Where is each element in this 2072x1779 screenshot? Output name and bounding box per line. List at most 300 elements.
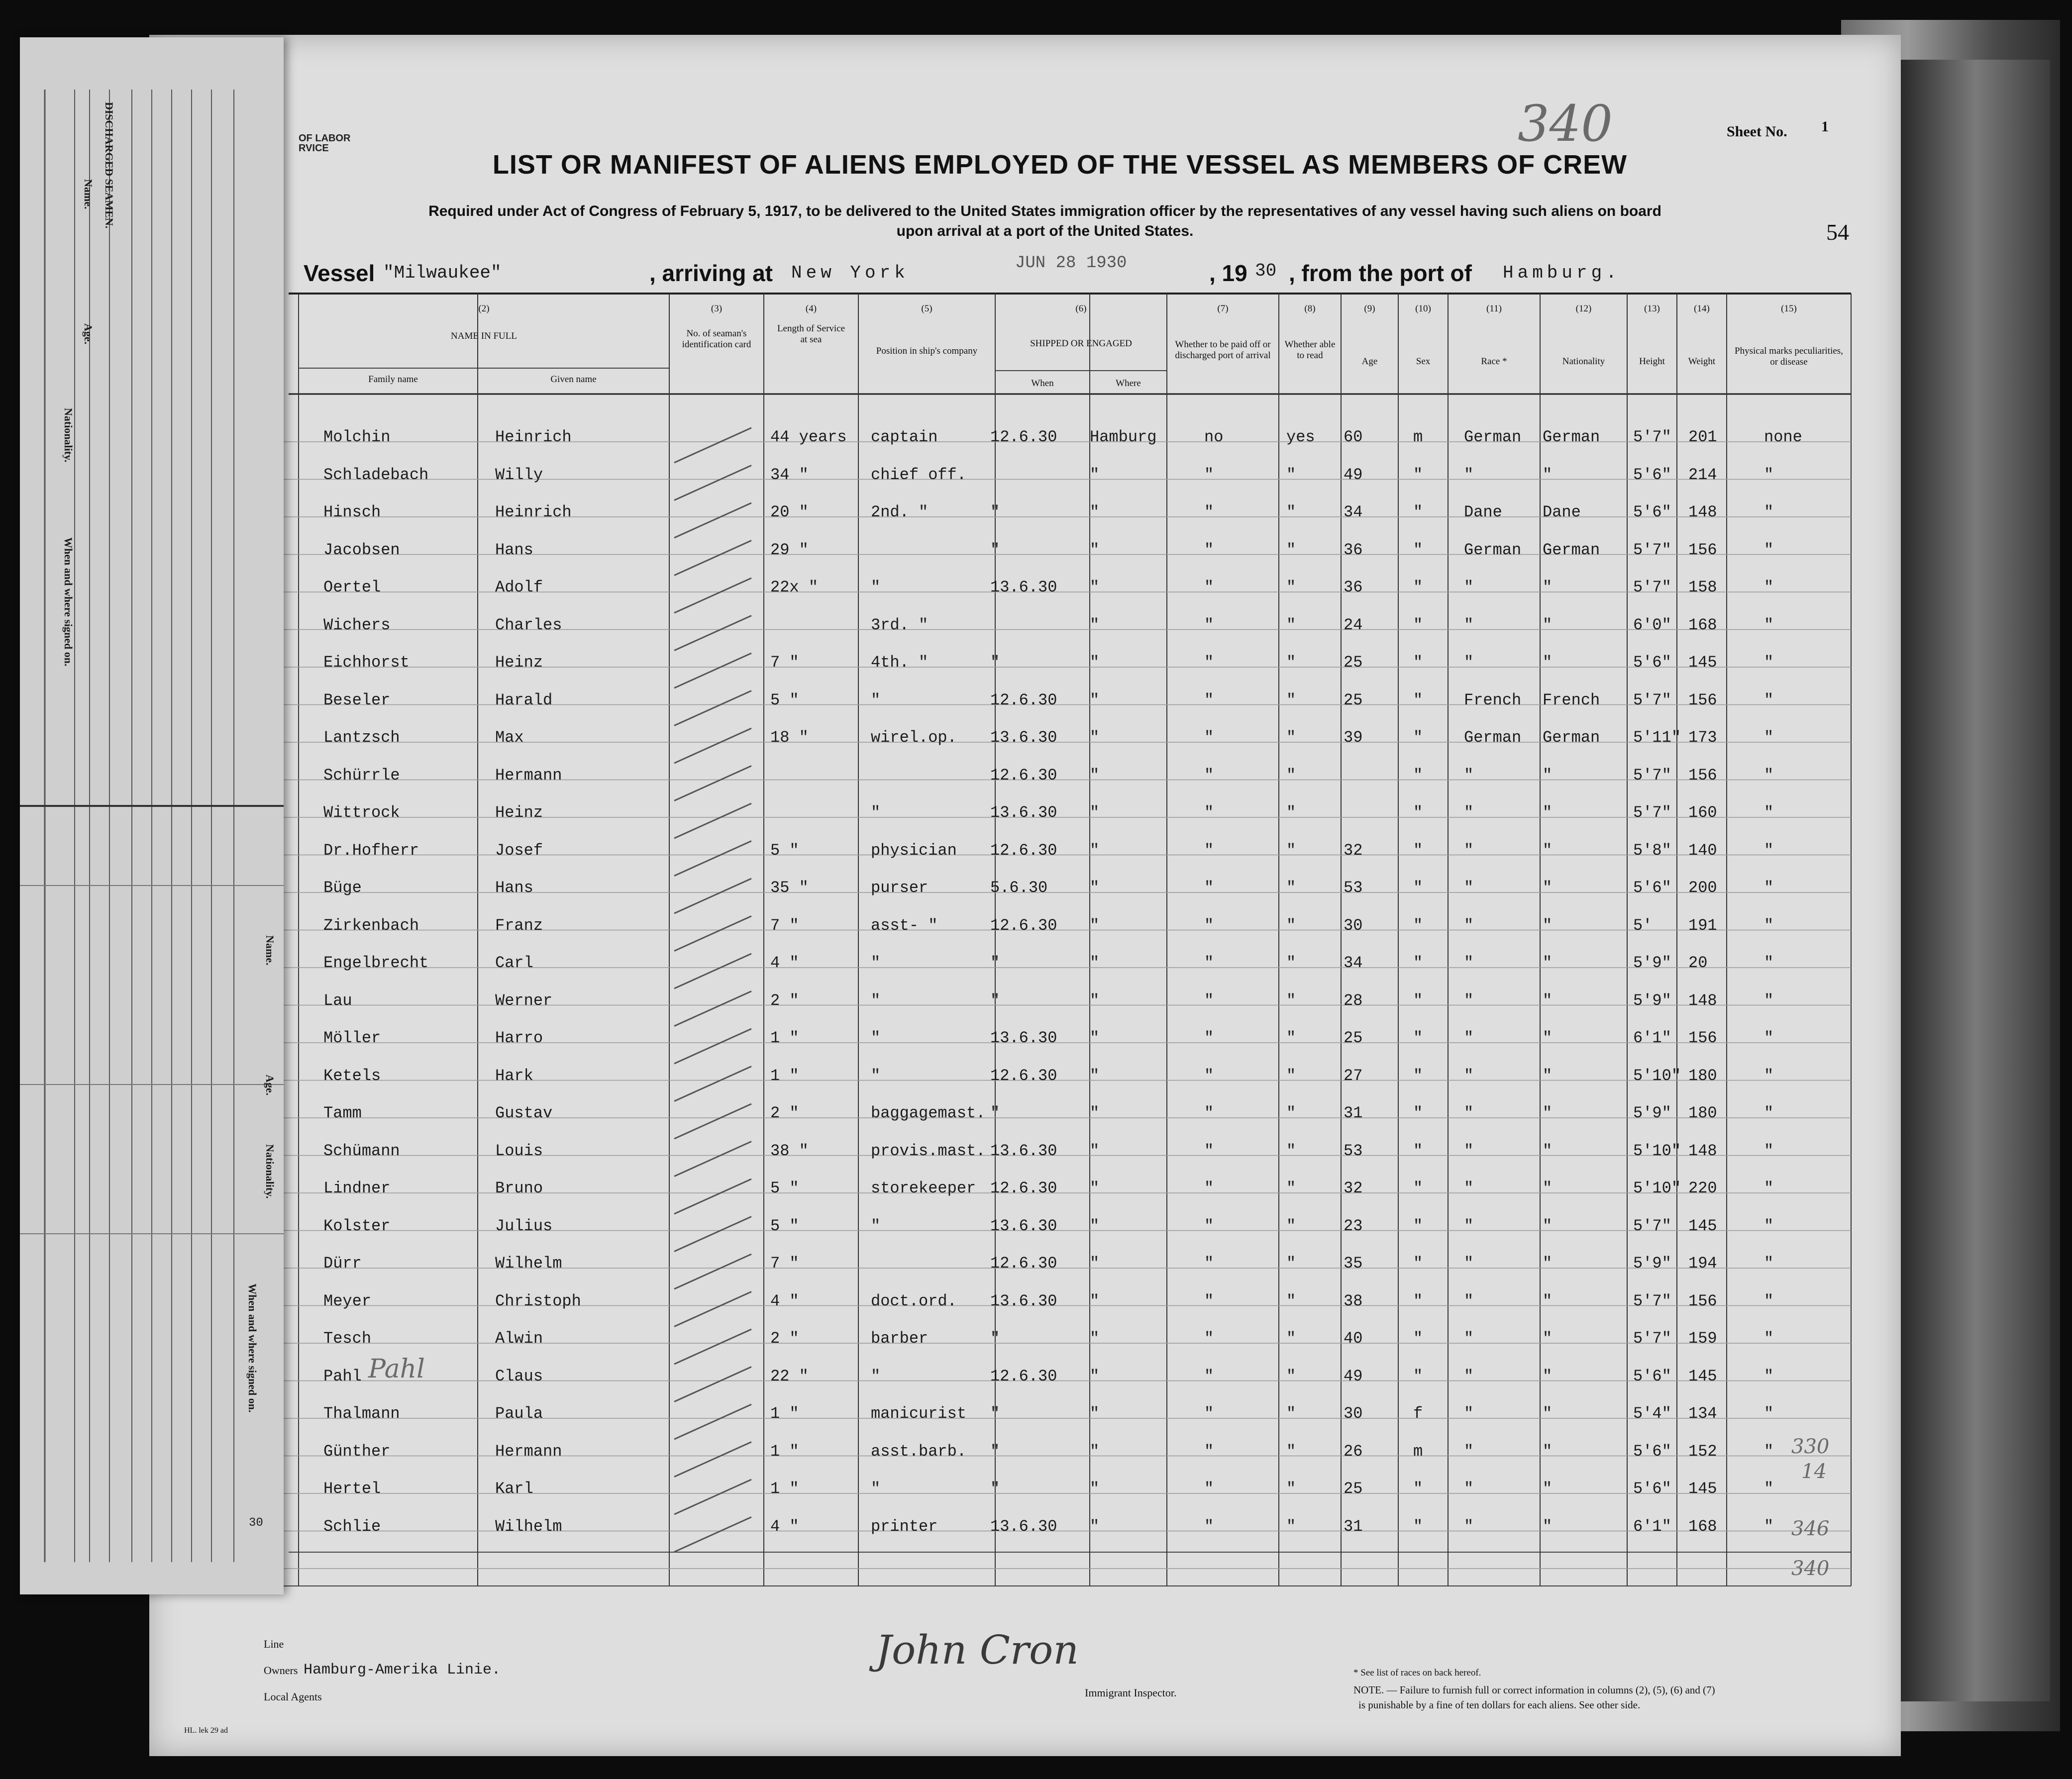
cell-service: 22x " [770,578,819,596]
cell-where: " [1090,766,1100,785]
cell-race: " [1464,1442,1474,1461]
cell-family: Schürrle [323,766,400,785]
cell-given: Heinz [495,653,543,672]
cell-age: 25 [1344,691,1363,709]
note-races: * See list of races on back hereof. [1353,1668,1481,1678]
cell-paid: " [1204,503,1214,521]
cell-race: " [1464,578,1474,596]
cell-service: 7 " [770,1254,799,1273]
flap-title: DISCHARGED SEAMEN. [103,102,115,229]
cell-paid: " [1204,1480,1214,1498]
cell-given: Max [495,728,524,747]
cell-sex: " [1413,1029,1423,1047]
cell-given: Bruno [495,1179,543,1197]
col5-number: (5) [921,303,932,314]
cell-family: Dürr [323,1254,362,1273]
cell-nationality: German [1543,540,1600,559]
cell-read: " [1286,465,1296,484]
cell-sex: " [1413,1291,1423,1310]
cell-age: 60 [1344,428,1363,446]
cell-where: " [1090,1066,1100,1085]
cell-family: Lindner [323,1179,391,1197]
cell-family: Beseler [323,691,391,709]
cell-race: " [1464,1066,1474,1085]
col11-heading: Race * [1481,356,1507,367]
cell-service: 4 " [770,954,799,972]
cell-read: " [1286,615,1296,634]
cell-service: 2 " [770,991,799,1010]
card-strike [674,653,751,688]
cell-family: Pahl [323,1367,362,1385]
cell-given: Willy [495,465,543,484]
cell-position: wirel.op. [871,728,957,747]
card-strike [674,1029,751,1064]
cell-nationality: " [1543,1329,1553,1348]
cell-age: 36 [1344,540,1363,559]
cell-marks: " [1764,803,1774,822]
cell-weight: 148 [1688,1141,1717,1160]
card-strike [674,1254,751,1289]
pahl-handwritten: Pahl [368,1354,425,1384]
margin-note-340: 340 [1791,1557,1830,1580]
dept-line-1: OF LABOR [299,133,351,144]
cell-height: 5'4" [1633,1404,1671,1423]
cell-family: Lantzsch [323,728,400,747]
cell-service: 2 " [770,1329,799,1348]
cell-age: 32 [1344,1179,1363,1197]
cell-read: yes [1286,428,1315,446]
cell-sex: " [1413,1179,1423,1197]
cell-sex: " [1413,841,1423,860]
cell-read: " [1286,1179,1296,1197]
date-stamp: JUN 28 1930 [1015,254,1127,273]
cell-when: " [990,1442,1000,1461]
cell-where: " [1090,503,1100,521]
cell-family: Möller [323,1029,381,1047]
cell-where: " [1090,540,1100,559]
cell-family: Wittrock [323,803,400,822]
cell-age: 26 [1344,1442,1363,1461]
owners-value: Hamburg-Amerika Linie. [304,1662,501,1679]
cell-when: 12.6.30 [990,1179,1057,1197]
cell-height: 6'0" [1633,615,1671,634]
cell-position: 3rd. " [871,615,929,634]
cell-nationality: " [1543,1517,1553,1536]
cell-position: captain [871,428,938,446]
col2-heading: NAME IN FULL [451,331,517,341]
cell-family: Meyer [323,1291,372,1310]
card-strike [674,1480,751,1514]
cell-when: 13.6.30 [990,1517,1057,1536]
cell-family: Tesch [323,1329,372,1348]
cell-when: 12.6.30 [990,691,1057,709]
cell-family: Tamm [323,1104,362,1122]
card-strike [674,1067,751,1101]
cell-paid: " [1204,1216,1214,1235]
cell-nationality: " [1543,803,1553,822]
cell-paid: " [1204,1329,1214,1348]
cell-marks: " [1764,578,1774,596]
cell-race: German [1464,728,1522,747]
col3-heading: No. of seaman's identification card [682,328,751,350]
cell-paid: " [1204,1404,1214,1423]
cell-age: 40 [1344,1329,1363,1348]
col15-number: (15) [1781,303,1797,314]
cell-sex: " [1413,503,1423,521]
col10-heading: Sex [1416,356,1431,367]
card-strike [674,879,751,913]
cell-sex: " [1413,766,1423,785]
cell-where: " [1090,954,1100,972]
from-label: , from the port of [1289,260,1472,286]
cell-marks: " [1764,1442,1774,1461]
cell-height: 5'10" [1633,1066,1681,1085]
col2-number: (2) [478,303,490,314]
arriving-port: New York [791,263,909,283]
cell-age: 53 [1344,1141,1363,1160]
cell-nationality: " [1543,615,1553,634]
handwritten-number: 340 [1518,95,1613,153]
cell-age: 24 [1344,615,1363,634]
cell-service: 34 " [770,465,809,484]
cell-marks: " [1764,954,1774,972]
cell-service: 7 " [770,653,799,672]
line-label: Line [264,1638,284,1650]
cell-service: 5 " [770,841,799,860]
cell-weight: 134 [1688,1404,1717,1423]
cell-weight: 191 [1688,916,1717,935]
cell-weight: 156 [1688,1029,1717,1047]
cell-service: 35 " [770,879,809,897]
cell-where: " [1090,1480,1100,1498]
cell-when: " [990,1104,1000,1122]
cell-marks: " [1764,1104,1774,1122]
cell-race: " [1464,1141,1474,1160]
cell-sex: m [1413,428,1423,446]
cell-where: Hamburg [1090,428,1157,446]
cell-family: Engelbrecht [323,954,429,972]
cell-service: 1 " [770,1404,799,1423]
cell-height: 5'6" [1633,1367,1671,1385]
cell-nationality: " [1543,1029,1553,1047]
cell-where: " [1090,1404,1100,1423]
cell-where: " [1090,1216,1100,1235]
cell-when: 13.6.30 [990,1291,1057,1310]
flap-nationality-label-2: Nationality. [264,1144,276,1199]
cell-race: French [1464,691,1522,709]
cell-sex: " [1413,879,1423,897]
cell-marks: " [1764,1141,1774,1160]
col6-heading: SHIPPED OR ENGAGED [1030,338,1132,349]
cell-marks: " [1764,991,1774,1010]
cell-family: Thalmann [323,1404,400,1423]
cell-race: " [1464,991,1474,1010]
cell-given: Franz [495,916,543,935]
cell-weight: 200 [1688,879,1717,897]
cell-given: Heinrich [495,428,572,446]
cell-age: 38 [1344,1291,1363,1310]
cell-given: Harro [495,1029,543,1047]
cell-where: " [1090,1329,1100,1348]
cell-when: 12.6.30 [990,916,1057,935]
cell-position: manicurist [871,1404,967,1423]
cell-given: Christoph [495,1291,581,1310]
cell-paid: " [1204,465,1214,484]
cell-when: 12.6.30 [990,428,1057,446]
cell-weight: 168 [1688,615,1717,634]
cell-service: 1 " [770,1029,799,1047]
cell-family: Lau [323,991,352,1010]
col13-number: (13) [1644,303,1660,314]
cell-nationality: " [1543,1141,1553,1160]
cell-height: 5' [1633,916,1653,935]
cell-paid: " [1204,1179,1214,1197]
cell-service: 5 " [770,1179,799,1197]
cell-where: " [1090,1104,1100,1122]
cell-service: 4 " [770,1291,799,1310]
card-strike [674,1404,751,1439]
cell-weight: 140 [1688,841,1717,860]
cell-height: 5'10" [1633,1179,1681,1197]
col8-number: (8) [1304,303,1316,314]
cell-read: " [1286,1141,1296,1160]
cell-given: Louis [495,1141,543,1160]
cell-nationality: " [1543,954,1553,972]
cell-sex: " [1413,1066,1423,1085]
cell-age: 31 [1344,1104,1363,1122]
cell-weight: 180 [1688,1066,1717,1085]
cell-height: 5'10" [1633,1141,1681,1160]
note-line-2: is punishable by a fine of ten dollars for each aliens. See other side. [1358,1699,1641,1711]
cell-given: Hermann [495,1442,562,1461]
cell-paid: " [1204,916,1214,935]
col4-number: (4) [805,303,817,314]
cell-weight: 20 [1688,954,1708,972]
cell-age: 53 [1344,879,1363,897]
flap-age-label: Age. [82,323,95,345]
cell-weight: 145 [1688,1216,1717,1235]
cell-given: Heinrich [495,503,572,521]
cell-marks: " [1764,766,1774,785]
col12-number: (12) [1575,303,1592,314]
margin-note-330: 330 [1791,1435,1830,1458]
cell-given: Werner [495,991,553,1010]
card-strike [674,503,751,538]
cell-weight: 158 [1688,578,1717,596]
col-where-heading: Where [1116,378,1141,389]
cell-height: 5'9" [1633,1104,1671,1122]
cell-height: 5'6" [1633,879,1671,897]
cell-read: " [1286,653,1296,672]
cell-weight: 156 [1688,540,1717,559]
cell-age: 39 [1344,728,1363,747]
cell-service: 5 " [770,1216,799,1235]
cell-race: " [1464,1404,1474,1423]
cell-where: " [1090,1254,1100,1273]
col10-number: (10) [1415,303,1431,314]
local-agents-label: Local Agents [264,1690,322,1703]
flap-nationality-label: Nationality. [62,408,75,463]
cell-when: 13.6.30 [990,578,1057,596]
cell-family: Günther [323,1442,391,1461]
cell-height: 6'1" [1633,1029,1671,1047]
cell-nationality: " [1543,1066,1553,1085]
cell-weight: 201 [1688,428,1717,446]
cell-position: printer [871,1517,938,1536]
owners-label: Owners [264,1664,298,1677]
cell-where: " [1090,615,1100,634]
cell-read: " [1286,503,1296,521]
cell-race: " [1464,1029,1474,1047]
cell-marks: " [1764,841,1774,860]
cell-family: Eichhorst [323,653,410,672]
cell-family: Schladebach [323,465,429,484]
cell-read: " [1286,803,1296,822]
row-number-30: 30 [249,1516,263,1530]
cell-age: 36 [1344,578,1363,596]
cell-height: 5'6" [1633,653,1671,672]
cell-age: 30 [1344,1404,1363,1423]
card-strike [674,728,751,763]
cell-position: " [871,1066,881,1085]
cell-read: " [1286,578,1296,596]
cell-position: " [871,991,881,1010]
cell-family: Dr.Hofherr [323,841,419,860]
cell-when: " [990,1329,1000,1348]
cell-given: Wilhelm [495,1517,562,1536]
cell-weight: 156 [1688,1291,1717,1310]
cell-position: physician [871,841,957,860]
card-strike [674,803,751,838]
cell-where: " [1090,465,1100,484]
cell-race: " [1464,1254,1474,1273]
cell-position: barber [871,1329,929,1348]
cell-nationality: " [1543,465,1553,484]
cell-position: asst- " [871,916,938,935]
cell-service: 2 " [770,1104,799,1122]
cell-read: " [1286,1029,1296,1047]
cell-height: 5'7" [1633,1216,1671,1235]
cell-nationality: German [1543,728,1600,747]
cell-where: " [1090,1029,1100,1047]
cell-sex: " [1413,991,1423,1010]
cell-marks: " [1764,503,1774,521]
cell-sex: " [1413,916,1423,935]
cell-age: 32 [1344,841,1363,860]
cell-weight: 145 [1688,653,1717,672]
cell-when: 13.6.30 [990,803,1057,822]
cell-sex: " [1413,1254,1423,1273]
cell-when: 12.6.30 [990,1367,1057,1385]
cell-nationality: " [1543,653,1553,672]
cell-service: 44 years [770,428,847,446]
card-strike [674,1329,751,1364]
cell-sex: " [1413,540,1423,559]
cell-given: Hark [495,1066,533,1085]
cell-height: 5'7" [1633,1291,1671,1310]
cell-marks: " [1764,615,1774,634]
cell-position: " [871,578,881,596]
cell-where: " [1090,691,1100,709]
cell-nationality: Dane [1543,503,1581,521]
col5-heading: Position in ship's company [876,346,978,356]
card-strike [674,1367,751,1402]
cell-height: 5'7" [1633,1329,1671,1348]
cell-nationality: " [1543,766,1553,785]
cell-position: baggagemast. [871,1104,986,1122]
cell-race: " [1464,916,1474,935]
cell-sex: " [1413,728,1423,747]
cell-race: " [1464,841,1474,860]
cell-height: 5'7" [1633,803,1671,822]
cell-marks: none [1764,428,1802,446]
cell-sex: " [1413,954,1423,972]
from-port: Hamburg. [1503,263,1621,283]
cell-nationality: " [1543,1404,1553,1423]
cell-height: 5'6" [1633,1480,1671,1498]
cell-read: " [1286,1066,1296,1085]
cell-where: " [1090,1179,1100,1197]
cell-where: " [1090,728,1100,747]
cell-position: " [871,1029,881,1047]
cell-race: " [1464,465,1474,484]
cell-nationality: " [1543,1254,1553,1273]
cell-where: " [1090,991,1100,1010]
cell-paid: " [1204,803,1214,822]
cell-sex: " [1413,1480,1423,1498]
cell-marks: " [1764,691,1774,709]
cell-position: " [871,954,881,972]
cell-family: Hinsch [323,503,381,521]
dept-line-2: RVICE [299,143,329,154]
col9-number: (9) [1364,303,1375,314]
cell-nationality: German [1543,428,1600,446]
cell-sex: m [1413,1442,1423,1461]
col9-heading: Age [1361,356,1378,367]
cell-service: 38 " [770,1141,809,1160]
card-strike [674,991,751,1026]
col-when-heading: When [1031,378,1054,389]
cell-age: 49 [1344,465,1363,484]
cell-race: " [1464,879,1474,897]
cell-given: Heinz [495,803,543,822]
cell-family: Molchin [323,428,391,446]
cell-where: " [1090,841,1100,860]
cell-sex: " [1413,615,1423,634]
cell-given: Hans [495,879,533,897]
cell-where: " [1090,653,1100,672]
cell-sex: " [1413,803,1423,822]
cell-sex: " [1413,578,1423,596]
cell-marks: " [1764,728,1774,747]
sheet-number: 1 [1821,118,1829,135]
cell-given: Julius [495,1216,553,1235]
cell-paid: " [1204,1367,1214,1385]
cell-where: " [1090,803,1100,822]
cell-service: 1 " [770,1480,799,1498]
cell-position: " [871,1480,881,1498]
cell-race: " [1464,1329,1474,1348]
cell-nationality: " [1543,1104,1553,1122]
cell-given: Hermann [495,766,562,785]
cell-when: " [990,991,1000,1010]
cell-nationality: " [1543,879,1553,897]
cell-age: 25 [1344,653,1363,672]
cell-height: 6'1" [1633,1517,1671,1536]
cell-nationality: " [1543,1442,1553,1461]
cell-weight: 160 [1688,803,1717,822]
card-strike [674,954,751,988]
